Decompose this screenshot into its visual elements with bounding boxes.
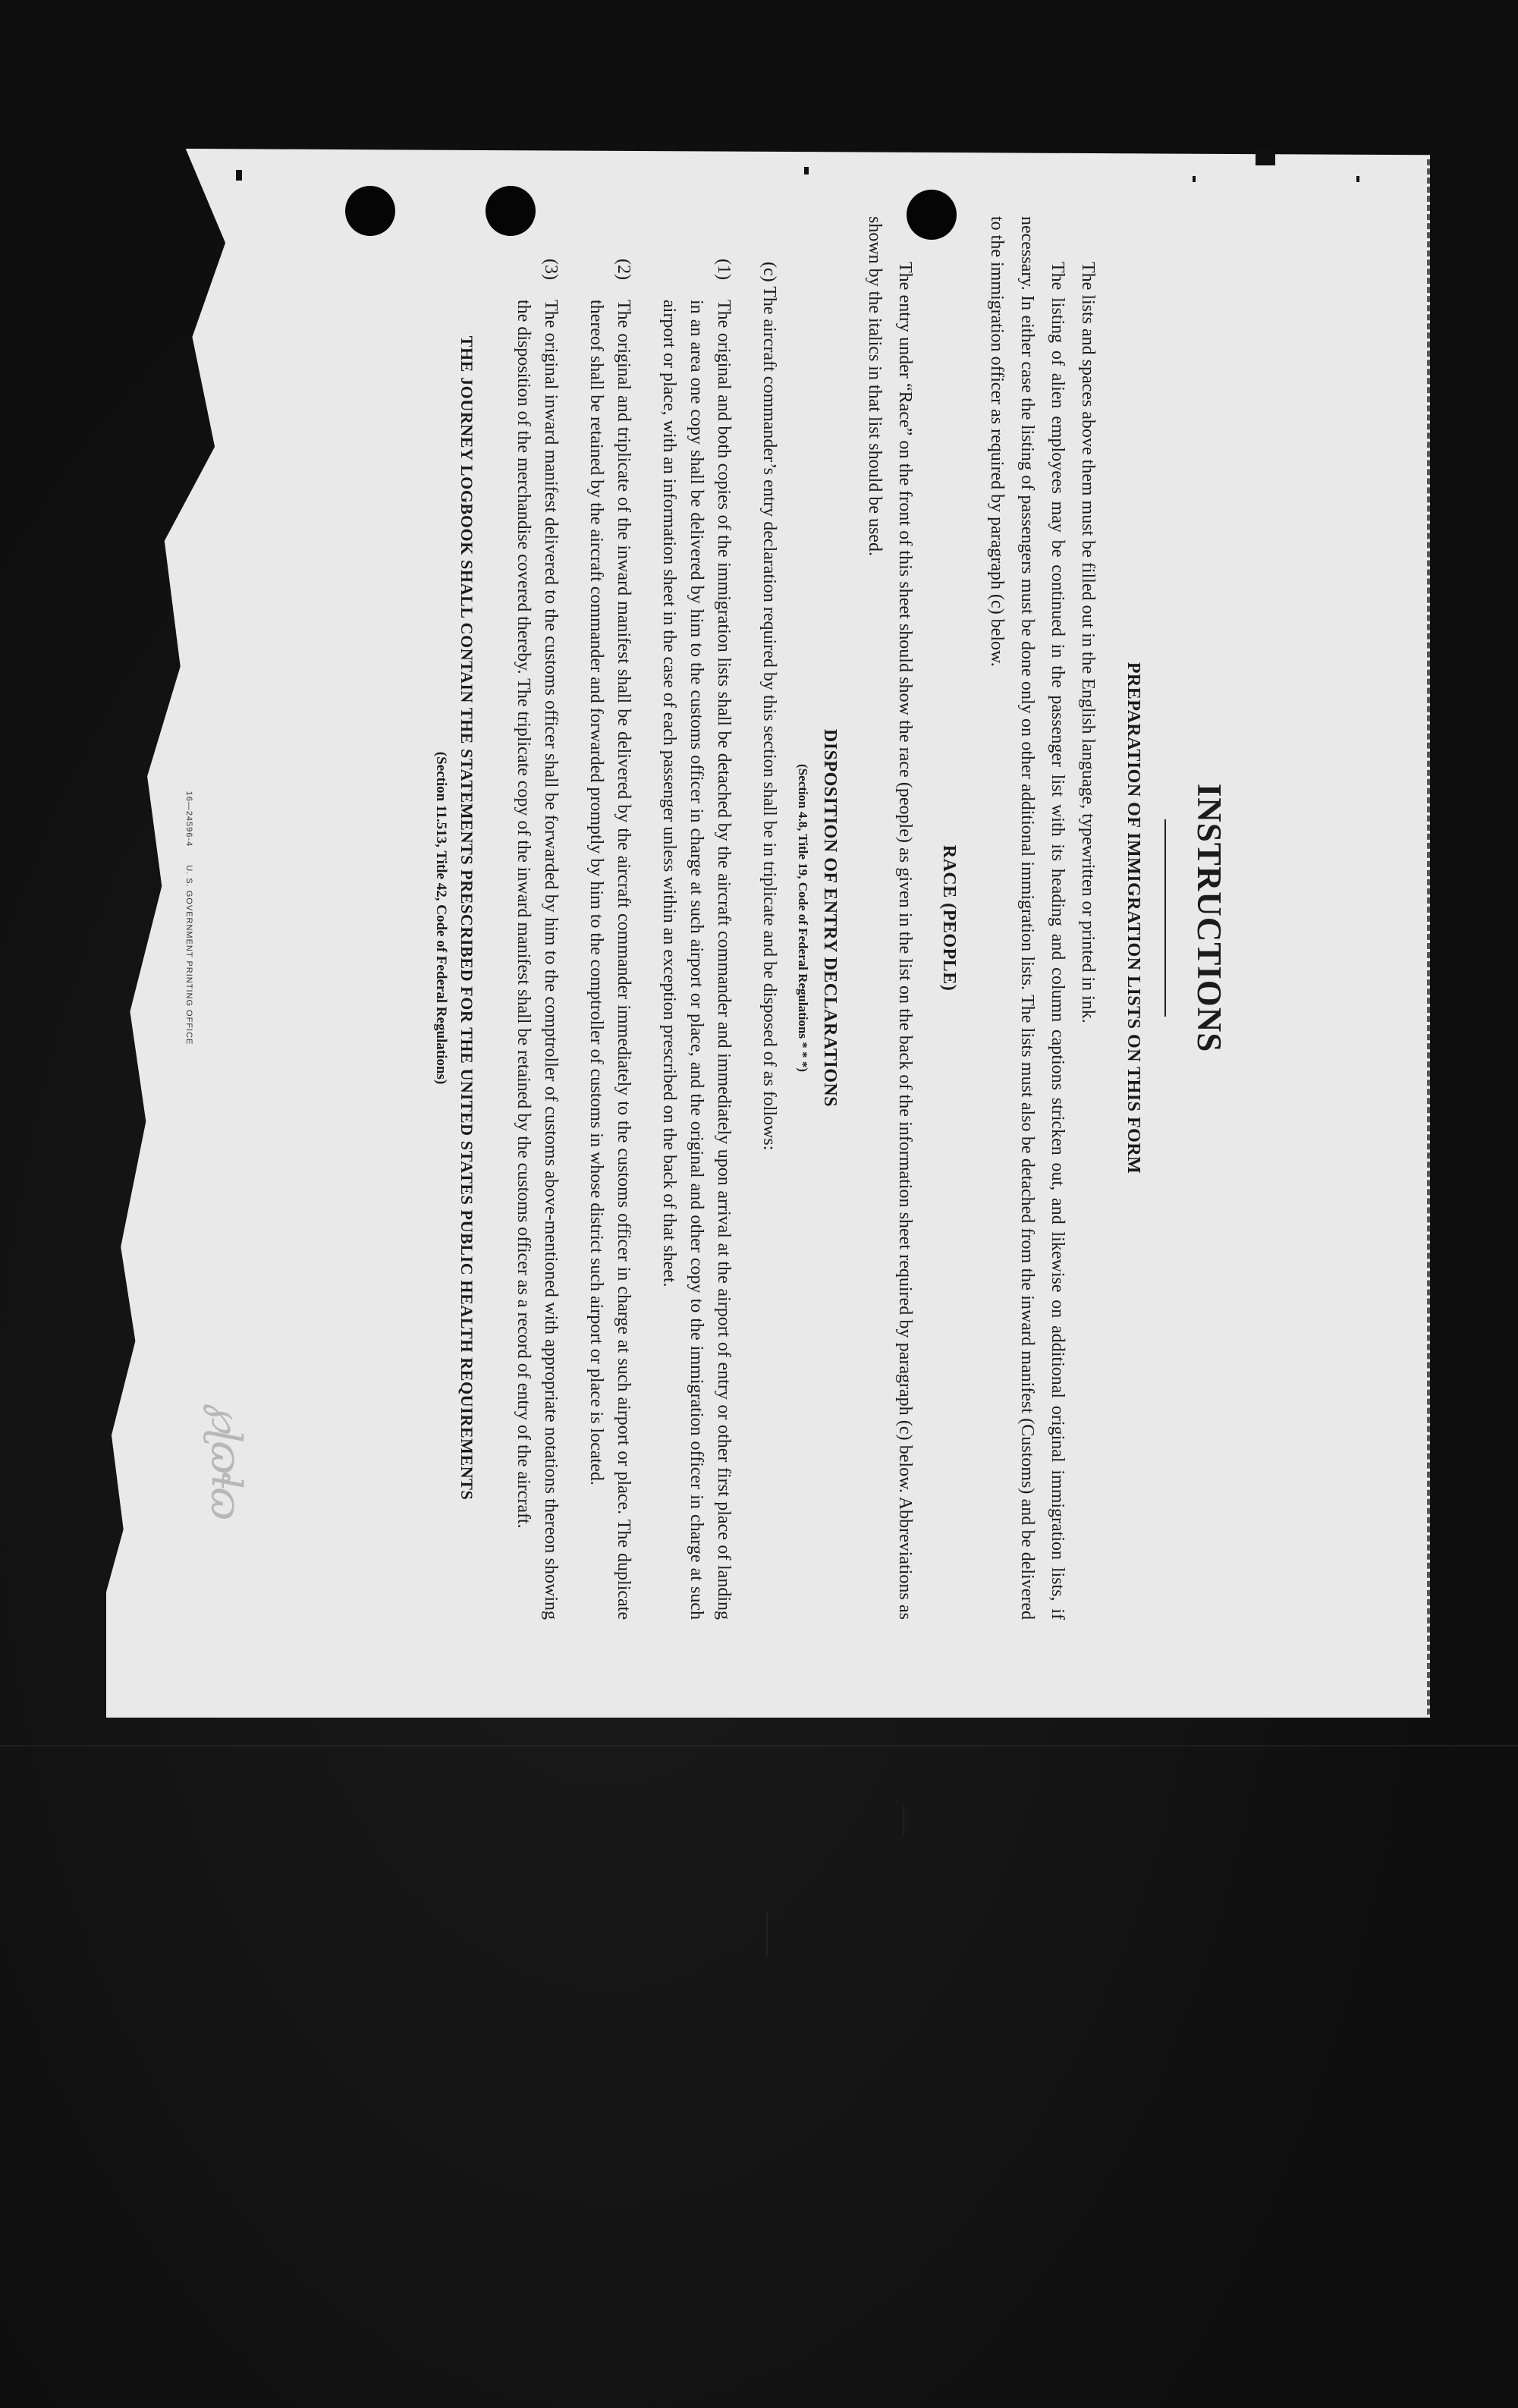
title-rule <box>1164 819 1166 1017</box>
perforated-edge <box>1427 159 1430 1715</box>
preparation-heading: PREPARATION OF IMMIGRATION LISTS ON THIS FORM <box>1124 662 1143 1174</box>
page-title: INSTRUCTIONS <box>1190 783 1228 1053</box>
item-text: The original and triplicate of the inward manifest shall be delivered by the aircraft commander immediately to the customs officer in charge at such airport or place. The duplicate thereof shall be retained by the aircraft commander and forwarded promptly by him to the comptroller of customs in whose district such airport or place is located. <box>586 300 633 1620</box>
ink-speck <box>236 170 242 181</box>
disposition-citation: (Section 4.8, Title 19, Code of Federal Regulations * * *) <box>796 764 810 1072</box>
preparation-paragraph: The listing of alien employees may be continued in the passenger list with its heading and column captions stricken out, and likewise on additional original immigration lists, if necessary. In either case the listing of passengers must be done only on other additional immigration lists. The lists must also be detached from the inward manifest (Customs) and be delivered to the immigration officer as required by paragraph (c) below. <box>987 216 1067 1620</box>
ink-speck <box>1256 150 1275 165</box>
ink-speck <box>804 167 809 174</box>
item-number: (2) <box>614 259 633 280</box>
ink-speck <box>1193 176 1196 182</box>
footer-imprint <box>184 216 193 1620</box>
logbook-statement: THE JOURNEY LOGBOOK SHALL CONTAIN THE STATEMENTS PRESCRIBED FOR THE UNITED STATES PUBLIC HEALTH REQUIREMENTS <box>457 335 476 1501</box>
printer-imprint: U. S. GOVERNMENT PRINTING OFFICE <box>184 865 193 1045</box>
preparation-paragraph: The lists and spaces above them must be filled out in the English language, typewritten or printed in ink. <box>1078 262 1098 1023</box>
disposition-intro: (c) The aircraft commander’s entry declaration required by this section shall be in triplicate and be disposed of as follows: <box>759 262 779 1151</box>
logbook-citation: (Section 11.513, Title 42, Code of Federal Regulations) <box>433 751 449 1085</box>
race-paragraph: The entry under “Race” on the front of this sheet should show the race (people) as given in the list on the back of the information sheet required by paragraph (c) below. Abbreviations as shown by the italics in that list should be used. <box>865 216 915 1620</box>
scan-streak <box>766 1912 768 1957</box>
disposition-heading: DISPOSITION OF ENTRY DECLARATIONS <box>820 728 840 1108</box>
item-text: The original and both copies of the immigration lists shall be detached by the aircraft commander and immediately upon arrival at the airport of entry or other first place of landing in an area one copy shall be delivered by him to the customs officer in charge at such airport or place, and the original and other copy to the immigration officer in charge at such airport or place, with an information sheet in the case of each passenger unless within an exception prescribed on the back of that sheet. <box>659 300 734 1620</box>
faint-signature: ℘ɭɷɬɷ <box>203 1404 250 1518</box>
instructions-text-block <box>140 216 1263 1620</box>
item-number: (3) <box>541 259 561 280</box>
item-text: The original inward manifest delivered to the customs officer shall be forwarded by him to the comptroller of customs above-mentioned with appropriate notations thereon showing the disposition of the merchandise covered thereby. The triplicate copy of the inward manifest shall be retained by the customs officer as a record of entry of the aircraft. <box>514 300 561 1620</box>
disposition-item <box>655 216 737 1620</box>
scan-streak <box>903 1806 904 1836</box>
disposition-item <box>583 216 637 1620</box>
race-heading: RACE (PEOPLE) <box>939 844 959 992</box>
form-number: 16—24596-4 <box>184 791 193 847</box>
scan-streak <box>0 1745 1518 1746</box>
disposition-item <box>510 216 564 1620</box>
item-number: (1) <box>714 259 734 280</box>
ink-speck <box>1356 176 1359 182</box>
